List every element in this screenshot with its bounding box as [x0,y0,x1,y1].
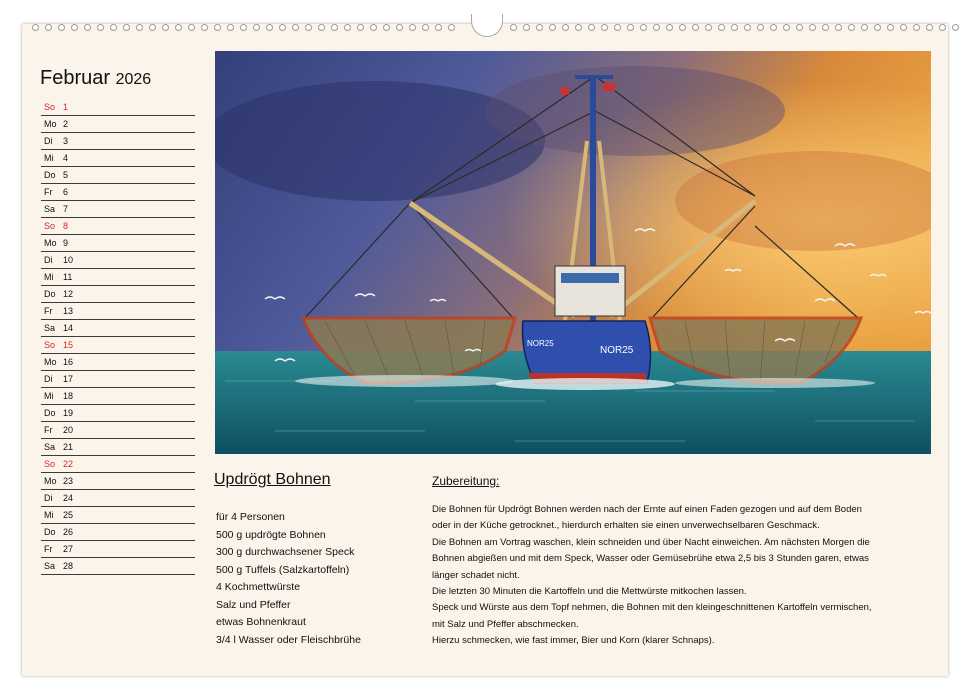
binding-ring [757,24,764,31]
binding-ring [679,24,686,31]
day-number: 18 [63,391,74,401]
weekday-label: So [44,221,56,231]
binding-ring [601,24,608,31]
preparation-line: Die letzten 30 Minuten die Kartoffeln und die Mettwürste mitkochen lassen. [432,586,747,598]
binding-ring [266,24,273,31]
binding-ring [292,24,299,31]
binding-ring [510,24,517,31]
day-number: 7 [63,204,69,214]
preparation-line: Die Bohnen für Updrögt Bohnen werden nach der Ernte auf einen Faden gezogen und auf dem Boden [432,504,862,515]
ingredient-item: für 4 Personen [216,511,285,523]
binding-ring [913,24,920,31]
binding-ring [549,24,556,31]
binding-ring [822,24,829,31]
binding-ring [136,24,143,31]
day-number: 21 [63,442,74,452]
binding-ring [123,24,130,31]
day-row [41,235,195,252]
binding-ring [279,24,286,31]
weekday-label: Fr [44,425,53,435]
day-number: 3 [63,136,69,146]
binding-ring [188,24,195,31]
binding-ring [253,24,260,31]
day-number: 28 [63,561,74,571]
day-row [41,354,195,371]
binding-ring [201,24,208,31]
preparation-line: länger schadet nicht. [432,569,520,581]
day-row [41,507,195,524]
preparation-line: oder in der Küche getrocknet., hierdurch erhalten sie einen unverwechselbaren Geschmack. [432,520,820,532]
weekday-label: Do [44,527,56,537]
boat-name-label: NOR25 [600,345,634,356]
binding-ring [900,24,907,31]
day-number: 19 [63,408,74,418]
binding-ring [175,24,182,31]
binding-ring [783,24,790,31]
day-number: 5 [63,170,69,180]
weekday-label: Mo [44,238,57,248]
binding-ring [162,24,169,31]
preparation-heading: Zubereitung: [432,474,500,488]
day-row [41,218,195,235]
day-list [41,99,195,575]
preparation-line: Hierzu schmecken, wie fast immer, Bier und Korn (klarer Schnaps). [432,635,715,647]
trawler-photo [215,51,931,454]
day-number: 9 [63,238,69,248]
binding-ring [344,24,351,31]
ingredient-item: Salz und Pfeffer [216,598,291,611]
binding-ring [705,24,712,31]
binding-ring [640,24,647,31]
weekday-label: Mi [44,391,54,401]
day-row [41,541,195,558]
preparation-text [432,502,937,650]
weekday-label: So [44,459,56,469]
binding-ring [627,24,634,31]
trawler-illustration [215,51,931,454]
day-number: 4 [63,153,69,163]
day-row [41,201,195,218]
day-row [41,371,195,388]
weekday-label: Di [44,255,53,265]
binding-ring [653,24,660,31]
weekday-label: Mo [44,119,57,129]
binding-ring [305,24,312,31]
day-number: 17 [63,374,74,384]
binding-ring [809,24,816,31]
binding-ring [575,24,582,31]
binding-ring [331,24,338,31]
binding-ring [435,24,442,31]
weekday-label: Di [44,374,53,384]
binding-ring [770,24,777,31]
binding-ring [383,24,390,31]
binding-ring [744,24,751,31]
weekday-label: Fr [44,306,53,316]
binding-ring [110,24,117,31]
month-year: 2026 [115,71,152,88]
binding-ring [562,24,569,31]
binding-ring [227,24,234,31]
binding-ring [84,24,91,31]
preparation-line: Speck und Würste aus dem Topf nehmen, die Bohnen mit den kleingeschnittenen Kartoffeln vermischen, [432,602,872,614]
day-number: 14 [63,323,74,333]
weekday-label: So [44,340,56,350]
binding-ring [97,24,104,31]
binding-ring [887,24,894,31]
weekday-label: Do [44,170,56,180]
preparation-line: mit Salz und Pfeffer abschmecken. [432,618,579,630]
binding-ring [718,24,725,31]
day-number: 22 [63,459,74,469]
weekday-label: Do [44,289,56,299]
day-row [41,303,195,320]
binding-ring [861,24,868,31]
day-row [41,133,195,150]
day-row [41,337,195,354]
binding-ring [874,24,881,31]
binding-ring [240,24,247,31]
ingredient-item: 300 g durchwachsener Speck [216,546,355,558]
day-row [41,473,195,490]
binding-ring [536,24,543,31]
binding-ring [588,24,595,31]
day-row [41,320,195,337]
day-row [41,422,195,439]
day-row [41,150,195,167]
ingredient-item: 4 Kochmettwürste [216,581,301,593]
day-number: 8 [63,221,69,231]
day-row [41,524,195,541]
ingredient-list [216,509,361,649]
day-number: 25 [63,510,74,520]
day-number: 15 [63,340,74,350]
weekday-label: Sa [44,442,56,452]
day-row [41,286,195,303]
binding-ring [357,24,364,31]
binding-ring [71,24,78,31]
binding-ring [318,24,325,31]
weekday-label: Fr [44,187,53,197]
day-row [41,252,195,269]
day-number: 11 [63,272,73,282]
ingredient-item: 3/4 l Wasser oder Fleischbrühe [216,633,361,646]
day-number: 24 [63,493,74,503]
binding-ring [396,24,403,31]
spiral-binding-right [510,24,959,33]
binding-ring [409,24,416,31]
weekday-label: Di [44,136,53,146]
day-number: 10 [63,255,74,265]
weekday-label: Mo [44,357,57,367]
weekday-label: Sa [44,323,56,333]
binding-ring [692,24,699,31]
binding-ring [614,24,621,31]
day-number: 27 [63,544,74,554]
spiral-binding-left [32,24,455,33]
binding-ring [448,24,455,31]
weekday-label: Sa [44,204,56,214]
preparation-line: Die Bohnen am Vortrag waschen, klein schneiden und über Nacht einweichen. Am nächsten Morgen die [432,536,870,548]
day-number: 16 [63,357,74,367]
recipe-title: Updrögt Bohnen [214,471,331,488]
day-number: 1 [63,102,69,112]
binding-ring [796,24,803,31]
weekday-label: Do [44,408,56,418]
day-row [41,388,195,405]
weekday-label: Mo [44,476,57,486]
day-number: 6 [63,187,69,197]
day-row [41,558,195,575]
binding-ring [952,24,959,31]
weekday-label: So [44,102,56,112]
day-row [41,116,195,133]
month-name: Februar [40,67,111,89]
day-row [41,184,195,201]
weekday-label: Sa [44,561,56,571]
binding-ring [45,24,52,31]
binding-ring [32,24,39,31]
day-number: 13 [63,306,74,316]
binding-ring [666,24,673,31]
boat-name-stern: NOR25 [527,339,554,348]
day-row [41,99,195,116]
binding-ring [731,24,738,31]
binding-ring [835,24,842,31]
day-number: 23 [63,476,74,486]
day-row [41,269,195,286]
binding-ring [848,24,855,31]
day-number: 26 [63,527,74,537]
binding-ring [422,24,429,31]
weekday-label: Mi [44,272,54,282]
binding-ring [58,24,65,31]
binding-ring [149,24,156,31]
binding-ring [370,24,377,31]
ingredient-item: 500 g updrögte Bohnen [216,528,326,541]
weekday-label: Fr [44,544,53,554]
day-row [41,490,195,507]
ingredient-item: etwas Bohnenkraut [216,616,306,628]
ingredient-item: 500 g Tuffels (Salzkartoffeln) [216,563,350,576]
day-row [41,167,195,184]
binding-ring [523,24,530,31]
weekday-label: Di [44,493,53,503]
weekday-label: Mi [44,510,54,520]
weekday-label: Mi [44,153,54,163]
month-title [40,67,151,90]
day-row [41,456,195,473]
binding-ring [939,24,946,31]
preparation-line: Bohnen abgießen und mit dem Speck, Wasser oder Gemüsebrühe etwa 2,5 bis 3 Stunden garen, etwas [432,553,869,565]
binding-ring [214,24,221,31]
binding-ring [926,24,933,31]
day-row [41,439,195,456]
day-number: 12 [63,289,74,299]
day-number: 20 [63,425,74,435]
day-number: 2 [63,119,69,129]
day-row [41,405,195,422]
